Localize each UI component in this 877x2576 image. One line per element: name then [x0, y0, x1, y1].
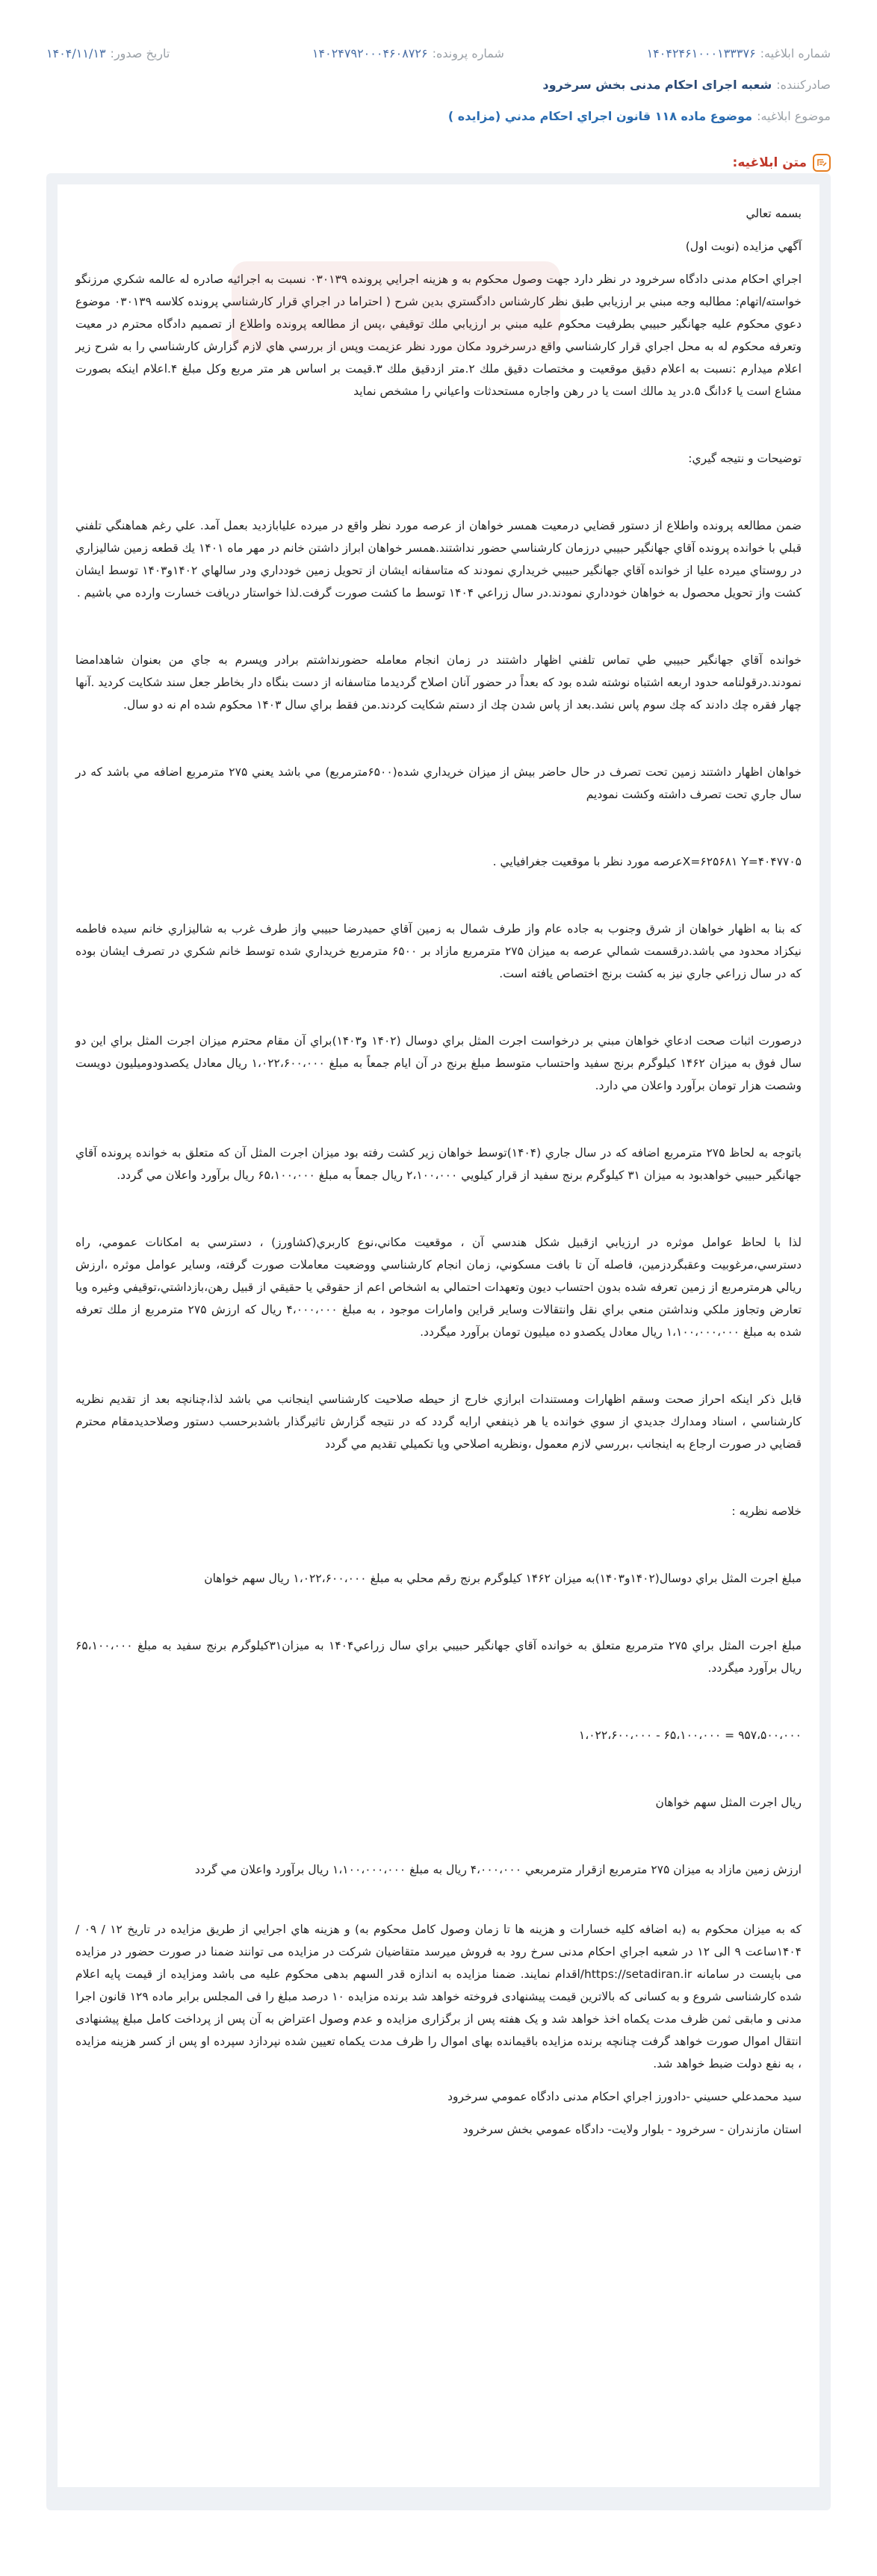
subject-row: [46, 100, 831, 131]
issue-date: [46, 46, 170, 60]
subject-value[interactable]: موضوع ماده ۱۱۸ قانون اجراي احكام مدني (مزایده ): [447, 108, 753, 123]
body-paragraph: ارزش زمين مازاد به ميزان ۲۷۵ مترمربع ازقرار مترمربعي ۴،۰۰۰،۰۰۰ ريال به مبلغ ۱،۱۰۰،۰۰۰،۰۰۰ ريال برآورد واعلان مي گردد: [194, 1863, 802, 1876]
issuer-label: صادرکننده:: [776, 77, 831, 92]
body-paragraph: كه بنا به اظهار خواهان از شرق وجنوب به جاده عام واز طرف شمال به زمين آقاي حميدرضا حبيبي واز طرف غرب به شاليزاري خانم سيده فاطمه نيكزاد محدود مي باشد.درقسمت شمالي عرصه به ميزان ۲۷۵ مترمربع مازاد بر ۶۵۰۰ مترمربع خريداري شده توسط خانم شكري در تصرف ايشان بوده كه در سال زراعي جاري نيز به كشت برنج اختصاص يافته است.: [75, 922, 802, 980]
issuer-row: [46, 69, 831, 100]
body-paragraph: درصورت اثبات صحت ادعاي خواهان مبني بر درخواست اجرت المثل براي دوسال (۱۴۰۲ و۱۴۰۳)براي آن مقام محترم ميزان اجرت المثل براي اين دو سال فوق به ميزان ۱۴۶۲ كيلوگرم برنج سفيد واحتساب متوسط مبلغ برنج در آن ايام جمعاً به مبلغ ۱،۰۲۲،۶۰۰،۰۰۰ ريال معادل يكصدودوميليون دويست وشصت هزار تومان برآورد واعلان مي دارد.: [75, 1034, 802, 1092]
notice-number-label: شماره ابلاغیه:: [760, 46, 831, 60]
body-paragraph: لذا با لحاظ عوامل موثره در ارزيابي ازقبيل شكل هندسي آن ، موقعيت مكاني،نوع كاربري(كشاورز) ، دسترسي به امكانات عمومي، راه دسترسي،مرغوبيت وعقبگردزمين، فاصله آن تا بافت مسكوني، زمان انجام كارشناسي ووضعيت معاملات صورت گرفته، وساير عوامل موثره ،ارزش ريالي هرمترمربع از زمين تعرفه شده بدون احتساب ديون وتعهدات احتمالي به اشخاص اعم از حقوقي يا حقيقي از قبيل رهن،بازداشتي،توقيفي وغيره ويا تعارض وتجاوز ملكي ونداشتن منعي براي نقل وانتقالات وساير قراين وامارات موجود ، به مبلغ ۴،۰۰۰،۰۰۰ ريال كه ارزش ۲۷۵ مترمربع از ملك تعرفه شده به مبلغ ۱،۱۰۰،۰۰۰،۰۰۰ ريال معادل يكصدو ده ميليون تومان برآورد ميگردد.: [75, 1236, 802, 1339]
notice-body-panel: [46, 173, 831, 2510]
body-paragraph: آگهي مزايده (نوبت اول): [685, 240, 802, 253]
body-paragraph: X=۶۲۵۶۸۱ Y=۴۰۴۷۷۰۵عرصه مورد نظر با موقعيت جغرافيايي .: [492, 855, 802, 868]
case-number-value: ۱۴۰۲۴۷۹۲۰۰۰۴۶۰۸۷۲۶: [312, 46, 428, 60]
header-info-row: [46, 37, 831, 69]
case-number: [312, 46, 504, 60]
body-paragraph: ضمن مطالعه پرونده واطلاع از دستور قضايي درمعيت همسر خواهان از عرصه مورد نظر واقع در ميرده عليابازديد بعمل آمد. علي رغم هماهنگي تلفني قبلي با خوانده پرونده آقاي جهانگير حبيبي درزمان كارشناسي حضور نداشتند.همسر خواهان ابراز داشتن خانم در مهر ماه ۱۴۰۱ يك قطعه زمين شاليزاري در روستاي ميرده عليا از خوانده آقاي جهانگير حبيبي خريداري نمودند كه متاسفانه ايشان از تحويل زمين خودداري ودر سالهاي ۱۴۰۲و۱۴۰۳ توسط ايشان كشت واز تحويل محصول به خواهان خودداري نمودند.در سال زراعي ۱۴۰۴ توسط ما كشت صورت گرفت.لذا خواستار دريافت خسارت وارده مي باشيم .: [75, 519, 802, 600]
body-paragraph: باتوجه به لحاظ ۲۷۵ مترمربع اضافه كه در سال جاري (۱۴۰۴)توسط خواهان زير كشت رفته بود ميزان اجرت المثل آن كه متعلق به خوانده پرونده آقاي جهانگير حبيبي خواهدبود به ميزان ۳۱ كيلوگرم برنج سفيد از قرار كيلويي ۲،۱۰۰،۰۰۰ ريال جمعاً به مبلغ ۶۵،۱۰۰،۰۰۰ ريال برآورد واعلان مي گردد.: [75, 1146, 802, 1182]
body-paragraph: اجراي احکام مدنی دادگاه سرخرود در نظر دارد جهت وصول محکوم به و هزينه اجرايي پرونده ۰۳۰۱۳۹ نسبت به اجرائيه صادره له عالمه شكري مرزنگو خواسته/اتهام: مطالبه وجه مبني بر ارزيابي طبق نظر كارشناس دادگستري بدين شرح ( احتراما در اجراي قرار كارشناسي پرونده كلاسه ۰۳۰۱۳۹ موضوع دعوي محكوم عليه جهانگير حبيبي بطرفيت محكوم عليه مبني بر ارزيابي ملك توقيفي ،پس از مطالعه پرونده واطلاع از تصميم دادگاه محترم در معيت وتعرفه محكوم له به محل اجراي قرار كارشناسي واقع درسرخرود مكان مورد نظر عزيمت وپس از بررسي هاي لازم گزارش كارشناسي را به شرح زير اعلام ميدارم :نسبت به اعلام دقيق موقعيت و مختصات دقيق ملك ۲.متر ازدقيق ملك ۳.قيمت بر اساس هر متر مربع وكل مبلغ ۴.اعلام اينكه بصورت مشاع است يا ۶دانگ ۵.در يد مالك است يا در رهن واجاره مستحدثات واعياني را مشخص نمايد: [75, 273, 802, 398]
section-title-text: متن ابلاغیه:: [732, 155, 807, 170]
notice-text: [58, 184, 819, 2487]
body-paragraph: قابل ذكر اينكه احراز صحت وسقم اظهارات ومستندات ابرازي خارج از حيطه صلاحيت كارشناسي اينجانب مي باشد لذا،چنانچه بعد از تقديم نظريه كارشناسي ، اسناد ومدارك جديدي از سوي خوانده يا هر ذينفعي ارايه گردد كه در نتيجه گزارش تاثيرگذار باشدبرحسب دستور وصلاحديدمقام محترم قضايي در صورت ارجاع به اينجانب ،بررسي لازم معمول ،ونظريه اصلاحي ويا تكميلي تقديم مي گردد: [75, 1393, 802, 1451]
body-paragraph: استان مازندران - سرخرود - بلوار ولايت- دادگاه عمومي بخش سرخرود: [462, 2123, 802, 2136]
body-paragraph: ۹۵۷،۵۰۰،۰۰۰ = ۶۵،۱۰۰،۰۰۰ - ۱،۰۲۲،۶۰۰،۰۰۰: [578, 1729, 802, 1742]
body-paragraph: سيد محمدعلي حسيني -دادورز اجراي احکام مدنی دادگاه عمومي سرخرود: [447, 2090, 802, 2103]
notice-number: [647, 46, 831, 60]
body-paragraph: خوانده آقاي جهانگير حبيبي طي تماس تلفني اظهار داشتند در زمان انجام معامله حضورنداشتم برادر وپسرم به جاي من بعنوان شاهدامضا نمودند.درقولنامه حدود اربعه اشتباه نوشته شده بود كه بعداً در حضور آنان اصلاح گرديدما متاسفانه از دست بنگاه دار بخاطر جعل سند شكايت كرديد .آنها چهار فقره چك دادند كه چك سوم پاس نشد.بعد از پاس شدن چك از دستم شكايت كردند.من فقط براي سال ۱۴۰۳ محكوم شده ام نه دو سال.: [75, 653, 802, 712]
issue-date-label: تاریخ صدور:: [110, 46, 170, 60]
body-paragraph: مبلغ اجرت المثل براي ۲۷۵ مترمربع متعلق به خوانده آقاي جهانگير حبيبي براي سال زراعي۱۴۰۴ به ميزان۳۱كيلوگرم برنج سفيد به مبلغ ۶۵،۱۰۰،۰۰۰ ريال برآورد ميگردد.: [75, 1639, 802, 1675]
issue-date-value: ۱۴۰۴/۱۱/۱۳: [46, 46, 106, 60]
document-edit-icon: [813, 154, 831, 172]
body-paragraph: بسمه تعالي: [746, 207, 802, 220]
subject-label: موضوع ابلاغیه:: [757, 108, 831, 123]
body-paragraph: كه به ميزان محكوم به (به اضافه كليه خسارات و هزينه ها تا زمان وصول كامل محكوم به) و هزينه هاي اجرايي از طريق مزايده در تاريخ ۱۲ / ۰۹ / ۱۴۰۴ساعت ۹ الی ۱۲ در شعبه اجراي احکام مدنی سرخ رود به فروش میرسد متقاضیان شرکت در مزایده می توانند ضمنا در صورت حضور در مزایده می بایست در سامانه https://setadiran.ir/اقدام نمایند. ضمنا مزایده به اندازه قدر السهم بدهی محکوم علیه می باشد ومزایده از قیمت پایه اعلام شده کارشناسی شروع و به کسانی که بالاترین قیمت پیشنهادی فروخته خواهد شد برنده مزایده ۱۰ درصد مبلغ را فی المجلس برابر ماده ۱۲۹ قانون اجرا مدنی و مابقی ثمن ظرف مدت یکماه اخذ خواهد شد و یک هفته پس از برگزاری مزایده و عدم وصول اعتراض به آن پس از پرداخت کامل مبلغ پیشنهادی انتقال اموال صورت خواهد گرفت چنانچه برنده مزایده باقیمانده بهای اموال را ظرف مدت یکماه تعیین شده نپردازد سپرده او پس از کسر هزینه مزایده ، به نفع دولت ضبط خواهد شد.: [75, 1923, 802, 2071]
notice-number-value: ۱۴۰۴۲۴۶۱۰۰۰۱۳۳۳۷۶: [646, 46, 756, 60]
body-paragraph: خلاصه نظريه :: [731, 1505, 802, 1518]
notice-header: [0, 0, 877, 178]
case-number-label: شماره پرونده:: [432, 46, 504, 60]
issuer-value: شعبه اجرای احکام مدنی بخش سرخرود: [542, 77, 772, 92]
body-paragraph: خواهان اظهار داشتند زمين تحت تصرف در حال حاضر بيش از ميزان خريداري شده(۶۵۰۰مترمربع) مي باشد يعني ۲۷۵ مترمربع اضافه مي باشد كه در سال جاري تحت تصرف داشته وكشت نموديم: [75, 765, 802, 801]
body-paragraph: ريال اجرت المثل سهم خواهان: [655, 1796, 802, 1809]
body-paragraph: مبلغ اجرت المثل براي دوسال(۱۴۰۲و۱۴۰۳)به ميزان ۱۴۶۲ كيلوگرم برنج رقم محلي به مبلغ ۱،۰۲۲،۶۰۰،۰۰۰ ريال سهم خواهان: [204, 1572, 802, 1585]
body-paragraph: توضيحات و نتيجه گيري:: [688, 452, 802, 465]
